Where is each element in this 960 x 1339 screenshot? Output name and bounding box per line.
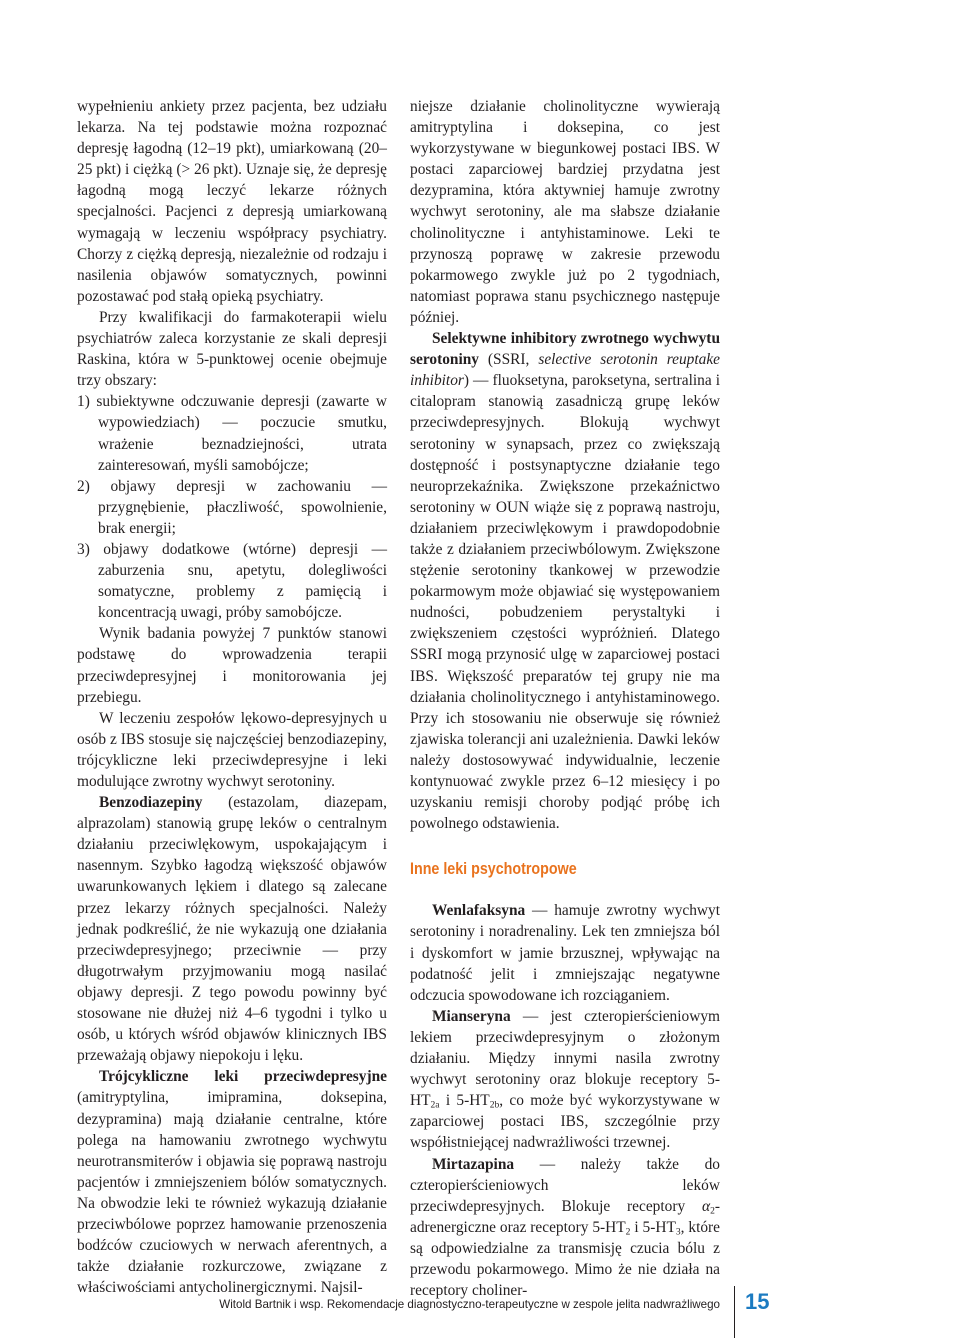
term-ssri: Selektywne inhibitory zwrotnego wychwytu serotoniny [410, 330, 720, 369]
paragraph: Przy kwalifikacji do farmakoterapii wielu psychiatrów zaleca korzystanie ze skali depresji Raskina, która w 5-punktowej ocenie obejmuje trzy obszary: [77, 308, 387, 390]
section-heading: Inne leki psychotropowe [410, 859, 577, 879]
right-column [410, 96, 720, 1301]
running-footer [219, 1298, 720, 1311]
paragraph: Wenlafaksyna — hamuje zwrotny wychwyt serotoniny i noradrenaliny. Lek ten zmniejsza ból i dyskomfort w jamie brzusznej, wpływając na podatność jelit i zmniejszając negatywne odczucia spowodowane ich rozciąganiem. [410, 902, 720, 1004]
paragraph: niejsze działanie cholinolityczne wywierają amitryptylina i doksepina, co jest wykorzystywane w biegunkowej postaci IBS. W postaci zaparciowej bardziej przydatna jest dezypramina, która aktywniej hamuje zwrotny wychwyt serotoniny, ale ma słabsze działanie cholinolityczne i antyhistaminowe. Leki te przynoszą poprawę w zakresie przewodu pokarmowego zwykle już po 2 tygodniach, natomiast poprawa stanu psychicznego następuje później. [410, 98, 720, 326]
page-top-margin [0, 0, 960, 6]
footer-authors: Witold Bartnik i wsp. [219, 1298, 324, 1311]
paragraph: Benzodiazepiny (estazolam, diazepam, alprazolam) stanowią grupę leków o centralnym działaniu przeciwlękowym, uspokajającym i nasennym. Szybko łagodzą większość objawów uwarunkowanych lękiem i dlatego są zalecane przez lekarzy różnych specjalności. Należy jednak podkreślić, że nie wykazują one działania przeciwdepresyjnego; przeciwnie — przy długotrwałym przyjmowaniu mogą nasilać objawy depresji. Z tego powodu powinny być stosowane nie dłużej niż 4–6 tygodni i tylko u osób, u których wśród objawów klinicznych IBS przeważają objawy niepokoju i lęku. [77, 794, 387, 1065]
left-column [77, 96, 387, 1298]
term-venlafaxine: Wenlafaksyna [432, 902, 526, 920]
term-tricyclic: Trójcykliczne leki przeciwdepresyjne [99, 1068, 387, 1086]
term-mianserin: Mianseryna [432, 1007, 511, 1025]
paragraph: Mirtazapina — należy także do czteropierścieniowych leków przeciwdepresyjnych. Blokuje receptory $\alpha_2$-adrenergiczne oraz receptory $5-HT_2$ i $5-HT_3$, które są odpowiedzialne za transmisję czucia bólu z przewodu pokarmowego. Mimo że nie działa na receptory choliner- [410, 1155, 721, 1300]
list-item: 1) subiektywne odczuwanie depresji (zawarte w wypowiedziach) — poczucie smutku, wrażenie beznadziejności, utrata zainteresowań, myśli samobójcze; [77, 393, 387, 474]
term-mirtazapine: Mirtazapina [432, 1155, 515, 1173]
term-benzodiazepines: Benzodiazepiny [99, 794, 203, 812]
paragraph: Mianseryna — jest czteropierścieniowym lekiem przeciwdepresyjnym o złożonym działaniu. Między innymi nasila zwrotny wychwyt serotoniny oraz blokuje receptory $5-HT_{2a}$ i $5-HT_{2b}$, co może być wykorzystywane w zaparciowej postaci IBS, szczególnie przy współistniejącej nadwrażliwości trzewnej. [410, 1007, 720, 1152]
footer-divider [734, 1286, 735, 1338]
footer-title: Rekomendacje diagnostyczno-terapeutyczne w zespole jelita nadwrażliwego [323, 1298, 720, 1311]
paragraph: Selektywne inhibitory zwrotnego wychwytu serotoniny (SSRI, selective serotonin reuptake inhibitor) — fluoksetyna, paroksetyna, sertralina i citalopram stanowią zasadniczą grupę leków przeciwdepresyjnych. Blokują wychwyt serotoniny w synapsach, przez co zwiększają dostępność i postsynaptyczne działanie tego neuroprzekaźnika. Zwiększone przekaźnictwo serotoniny w OUN wiąże się z poprawą nastroju, działaniem przeciwlękowym i prawdopodobnie także z działaniem przeciwbólowym. Zwiększone stężenie serotoniny tkankowej w przewodzie pokarmowym może objawiać się występowaniem nudności, pobudzeniem perystaltyki i zwiększeniem częstości wypróżnień. Dlatego SSRI mogą przynosić ulgę w zaparciowej postaci IBS. Większość preparatów tej grupy nie ma działania cholinolitycznego i antyhistaminowego. Przy ich stosowaniu nie obserwuje się również zjawiska tolerancji ani uzależnienia. Dawki leków należy dostosowywać indywidualnie, leczenie kontynuować zwykle przez 6–12 miesięcy i po uzyskaniu remisji choroby podjąć próbę ich powolnego odstawienia. [410, 330, 720, 833]
page-number: 15 [745, 1289, 770, 1314]
paragraph: Wynik badania powyżej 7 punktów stanowi podstawę do wprowadzenia terapii przeciwdepresyjnej i monitorowania jej przebiegu. [77, 625, 387, 706]
paragraph: wypełnieniu ankiety przez pacjenta, bez udziału lekarza. Na tej podstawie można rozpoznać depresję łagodną (12–19 pkt), umiarkowaną (20–25 pkt) i ciężką (> 26 pkt). Uznaje się, że depresję łagodną mogą leczyć lekarze różnych specjalności. Pacjenci z depresją umiarkowaną wymagają w leczeniu współpracy psychiatry. Chorzy z ciężką depresją, niezależnie od rodzaju i nasilenia objawów somatycznych, powinni pozostawać pod stałą opieką psychiatry. [77, 98, 387, 305]
list-item: 2) objawy depresji w zachowaniu — przygnębienie, płaczliwość, spowolnienie, brak energii; [77, 477, 387, 537]
paragraph: Trójcykliczne leki przeciwdepresyjne (amitryptylina, imipramina, doksepina, dezypramina) mają działanie centralne, które polega na hamowaniu zwrotnego wychwytu neurotransmiterów i objawia się poprawą nastroju pacjentów i zmniejszeniem bólów somatycznych. Na obwodzie leki te również wykazują działanie przeciwbólowe poprzez hamowanie przenoszenia bodźców czuciowych w nerwach aferentnych, a także działanie rozkurczowe, związane z właściwościami antycholinergicznymi. Najsil- [77, 1068, 387, 1297]
list-item: 3) objawy dodatkowe (wtórne) depresji — zaburzenia snu, apetytu, dolegliwości somatyczne, problemy z pamięcią i koncentracją uwagi, próby samobójcze. [77, 540, 387, 622]
paragraph: W leczeniu zespołów lękowo-depresyjnych u osób z IBS stosuje się najczęściej benzodiazepiny, trójcykliczne leki przeciwdepresyjne i leki modulujące zwrotny wychwyt serotoniny. [77, 709, 387, 790]
